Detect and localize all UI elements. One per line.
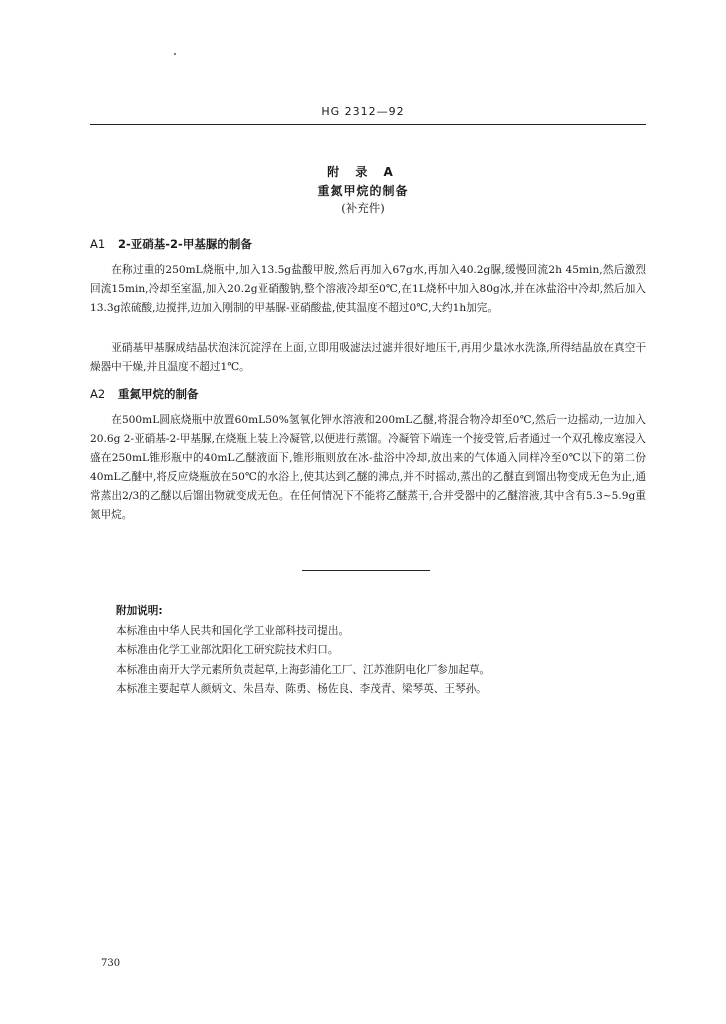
notes-title: 附加说明:	[116, 605, 163, 617]
notes-line: 本标准由南开大学元素所负责起草,上海彭浦化工厂、江苏淮阴电化厂参加起草。	[116, 663, 491, 676]
section-title: 重氮甲烷的制备	[118, 387, 199, 401]
section-heading-a1	[90, 236, 252, 252]
appendix-label: 附 录 A	[327, 165, 399, 179]
section-title: 2-亚硝基-2-甲基脲的制备	[118, 237, 252, 251]
standard-code: HG 2312—92	[321, 105, 405, 118]
notes-line: 本标准由化学工业部沈阳化工研究院技术归口。	[116, 644, 339, 656]
header-rule	[90, 124, 646, 125]
scan-speck	[174, 53, 176, 55]
notes-line: 本标准主要起草人颜炳文、朱昌寿、陈勇、杨佐良、李茂青、梁琴英、王琴孙。	[116, 683, 487, 695]
separator-rule	[302, 570, 430, 571]
paragraph-a1-2: 亚硝基甲基脲成结晶状泡沫沉淀浮在上面,立即用吸滤法过滤并很好地压干,再用少量冰水洗涤,所得结晶放在真空干燥器中干燥,并且温度不超过1℃。	[90, 342, 646, 373]
appendix-type: (补充件)	[341, 201, 385, 215]
section-number: A1	[90, 237, 106, 251]
paragraph-a2-1: 在500mL圆底烧瓶中放置60mL50%氢氧化钾水溶液和200mL乙醚,将混合物冷却至0℃,然后一边摇动,一边加入20.6g 2-亚硝基-2-甲基脲,在烧瓶上装上冷凝管,以便进行蒸馏。冷凝管下端连一个接受管,后者通过一个双孔橡皮塞浸入盛在250mL锥形瓶中的40mL乙醚液面下,锥形瓶则放在冰-盐浴中冷却,放出来的气体通入同样冷至0℃以下的第二份40mL乙醚中,将反应烧瓶放在50℃的水浴上,使其达到乙醚的沸点,并不时摇动,蒸出的乙醚直到馏出物变成无色为止,通常蒸出2/3的乙醚以后馏出物就变成无色。在任何情况下不能将乙醚蒸干,合并受器中的乙醚溶液,其中含有5.3~5.9g重氮甲烷。	[90, 414, 646, 521]
section-heading-a2	[90, 386, 199, 402]
appendix-title: 重氮甲烷的制备	[317, 184, 409, 198]
paragraph-a1-1: 在称过重的250mL烧瓶中,加入13.5g盐酸甲胺,然后再加入67g水,再加入40.2g脲,缓慢回流2h 45min,然后激烈回流15min,冷却至室温,加入20.2g亚硝酸钠,整个溶液冷却至0℃,在1L烧杯中加入80g冰,并在冰盐浴中冷却,然后加入13.3g浓硫酸,边搅拌,边加入刚制的甲基脲-亚硝酸盐,使其温度不超过0℃,大约1h加完。	[90, 264, 646, 314]
additional-notes	[116, 602, 646, 700]
page-number: 730	[101, 958, 121, 969]
section-number: A2	[90, 387, 106, 401]
notes-line: 本标准由中华人民共和国化学工业部科技司提出。	[116, 624, 350, 637]
